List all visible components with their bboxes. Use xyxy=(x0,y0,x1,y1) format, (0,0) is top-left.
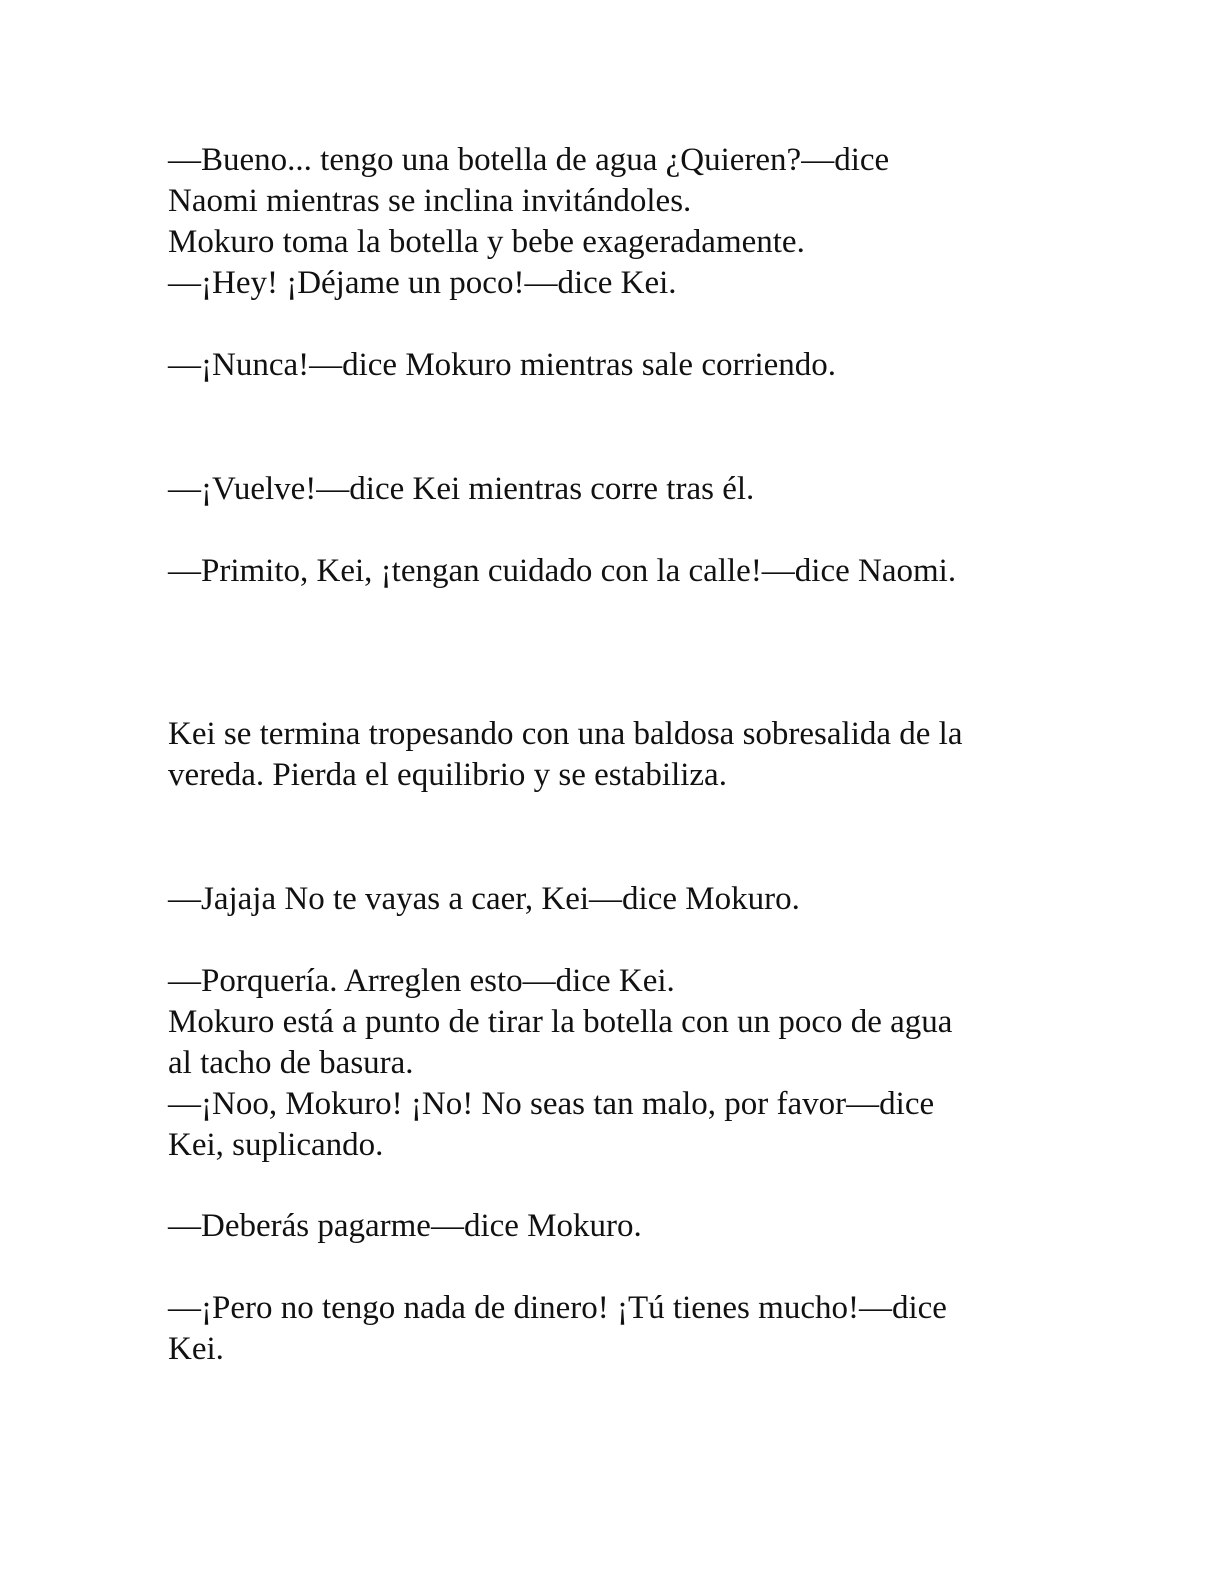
text-line: —¡Hey! ¡Déjame un poco!—dice Kei. xyxy=(168,265,677,301)
text-line: —¡Vuelve!—dice Kei mientras corre tras él. xyxy=(168,471,755,507)
text-line: —¡Nunca!—dice Mokuro mientras sale corriendo. xyxy=(168,347,837,383)
text-line: —Primito, Kei, ¡tengan cuidado con la calle!—dice Naomi. xyxy=(168,553,957,589)
text-line: —¡Noo, Mokuro! ¡No! No seas tan malo, por favor—dice xyxy=(168,1086,935,1122)
text-line: —¡Pero no tengo nada de dinero! ¡Tú tienes mucho!—dice xyxy=(168,1290,947,1326)
text-line: —Jajaja No te vayas a caer, Kei—dice Mokuro. xyxy=(168,881,800,917)
text-line: vereda. Pierda el equilibrio y se estabiliza. xyxy=(168,757,727,793)
text-line: —Bueno... tengo una botella de agua ¿Quieren?—dice xyxy=(168,142,890,178)
text-line: —Deberás pagarme—dice Mokuro. xyxy=(168,1208,642,1244)
text-line: al tacho de basura. xyxy=(168,1045,414,1081)
text-line: Mokuro toma la botella y bebe exageradamente. xyxy=(168,224,805,260)
text-line: —Porquería. Arreglen esto—dice Kei. xyxy=(168,963,675,999)
text-line: Naomi mientras se inclina invitándoles. xyxy=(168,183,692,219)
text-line: Kei se termina tropesando con una baldosa sobresalida de la xyxy=(168,716,963,752)
text-line: Kei, suplicando. xyxy=(168,1127,384,1163)
text-line: Kei. xyxy=(168,1331,224,1367)
text-line: Mokuro está a punto de tirar la botella con un poco de agua xyxy=(168,1004,953,1040)
